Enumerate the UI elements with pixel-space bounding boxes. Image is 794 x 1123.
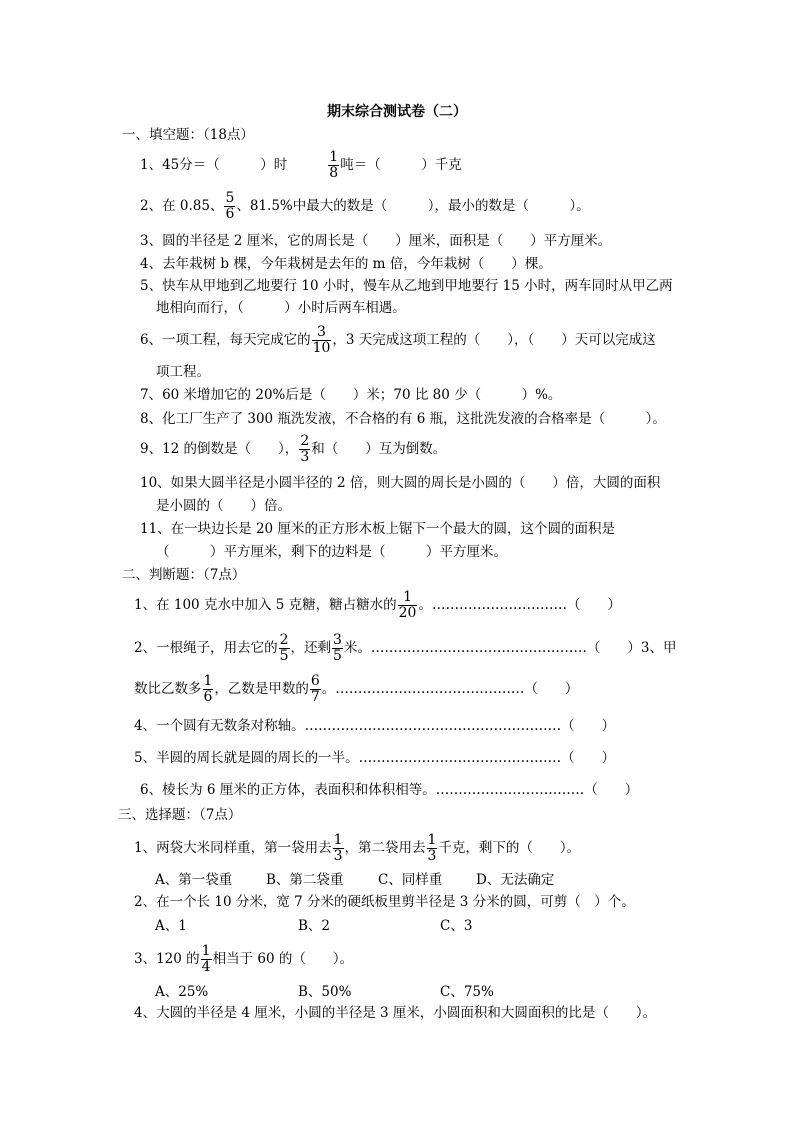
fraction: $\frac{1}{20}$ [398, 589, 417, 621]
fraction: $\frac{5}{6}$ [225, 190, 235, 222]
s2-q2: 2、一根绳子，用去它的 $\frac{2}{5}$ ，还剩 $\frac{3}{5}$ 米。…………………………………………（ ）3、甲 [134, 632, 677, 664]
s3-q1-option-b: B、第二袋重 [266, 872, 344, 888]
fraction: $\frac{1}{4}$ [201, 943, 211, 975]
s1-q10-line1: 10、如果大圆半径是小圆半径的 2 倍，则大圆的周长是小圆的（ ）倍，大圆的面积 [140, 475, 661, 491]
s2-q5: 5、半圆的周长就是圆的周长的一半。………………………………………（ ） [134, 750, 616, 766]
s1-q1: 1、45分＝（ ）时 $\frac{1}{8}$ 吨＝（ ）千克 [140, 149, 462, 181]
s1-q6: 6、一项工程，每天完成它的 $\frac{3}{10}$ ，3 天完成这项工程的（ ），（ ）天可以完成这 [140, 324, 656, 356]
fraction: $\frac{1}{3}$ [427, 832, 437, 864]
s2-q3: 数比乙数多 $\frac{1}{6}$ ，乙数是甲数的 $\frac{6}{7}$ 。……………………………………（ ） [134, 673, 579, 705]
fraction: $\frac{3}{10}$ [312, 324, 331, 356]
s3-q3-option-c: C、75% [440, 984, 494, 1000]
fraction: $\frac{1}{3}$ [333, 832, 343, 864]
s2-q4: 4、一个圆有无数条对称轴。…………………………………………………（ ） [134, 718, 616, 734]
s1-q8: 8、化工厂生产了 300 瓶洗发液，不合格的有 6 瓶，这批洗发液的合格率是（ ）。 [140, 411, 666, 427]
s3-q2-option-c: C、3 [440, 918, 473, 934]
s3-q1-option-a: A、第一袋重 [155, 872, 233, 888]
s1-q9: 9、12 的倒数是（ ）， $\frac{2}{3}$ 和（ ）互为倒数。 [140, 433, 447, 465]
fraction: $\frac{1}{6}$ [203, 673, 213, 705]
s2-q6: 6、棱长为 6 厘米的正方体，表面积和体积相等。……………………………（ ） [140, 782, 639, 798]
s1-q11-line1: 11、在一块边长是 20 厘米的正方形木板上锯下一个最大的圆，这个圆的面积是 [140, 521, 615, 537]
section-2-heading: 二、判断题：（7点） [122, 567, 246, 583]
s2-q1: 1、在 100 克水中加入 5 克糖，糖占糖水的 $\frac{1}{20}$ 。…………………………（ ） [134, 589, 621, 621]
s3-q1-option-d: D、无法确定 [476, 872, 555, 888]
s1-q5-line2: 地相向而行，（ ）小时后两车相遇。 [156, 300, 406, 316]
fraction: $\frac{2}{3}$ [300, 433, 310, 465]
s1-q6-line2: 项工程。 [156, 364, 210, 380]
s1-q7: 7、60 米增加它的 20%后是（ ）米；70 比 80 少（ ）%。 [140, 387, 562, 403]
s3-q2-option-b: B、2 [298, 918, 331, 934]
s3-q3-option-a: A、25% [155, 984, 209, 1000]
s3-q4: 4、大圆的半径是 4 厘米，小圆的半径是 3 厘米，小圆面积和大圆面积的比是（ ）。 [134, 1005, 657, 1021]
s1-q4: 4、去年栽树 b 棵，今年栽树是去年的 m 倍，今年栽树（ ）棵。 [140, 256, 552, 272]
fraction: $\frac{6}{7}$ [310, 673, 320, 705]
s1-q5-line1: 5、快车从甲地到乙地要行 10 小时，慢车从乙地到甲地要行 15 小时，两车同时从甲乙两 [140, 278, 673, 294]
fraction: $\frac{1}{8}$ [329, 149, 339, 181]
section-1-heading: 一、填空题：（18点） [122, 127, 254, 143]
s3-q3-option-b: B、50% [298, 984, 352, 1000]
section-3-heading: 三、选择题：（7点） [118, 807, 242, 823]
s1-q11-line2: （ ）平方厘米，剩下的边料是（ ）平方厘米。 [156, 544, 507, 560]
s3-q1-option-c: C、同样重 [378, 872, 443, 888]
s1-q10-line2: 是小圆的（ ）倍。 [156, 498, 291, 514]
fraction: $\frac{2}{5}$ [279, 632, 289, 664]
s1-q3: 3、圆的半径是 2 厘米，它的周长是（ ）厘米，面积是（ ）平方厘米。 [140, 233, 612, 249]
s3-q2-option-a: A、1 [155, 918, 187, 934]
s3-q1: 1、两袋大米同样重，第一袋用去 $\frac{1}{3}$ ，第二袋用去 $\frac{1}{3}$ 千克，剩下的（ ）。 [134, 832, 581, 864]
s3-q2: 2、在一个长 10 分米，宽 7 分米的硬纸板里剪半径是 3 分米的圆，可剪（ ）个。 [134, 894, 635, 910]
fraction: $\frac{3}{5}$ [333, 632, 342, 664]
s1-q2: 2、在 0.85、 $\frac{5}{6}$ 、81.5%中最大的数是（ ），最小的数是（ ）。 [140, 190, 590, 222]
page-title: 期末综合测试卷（二） [327, 104, 467, 120]
s3-q3: 3、120 的 $\frac{1}{4}$ 相当于 60 的（ ）。 [134, 943, 354, 975]
